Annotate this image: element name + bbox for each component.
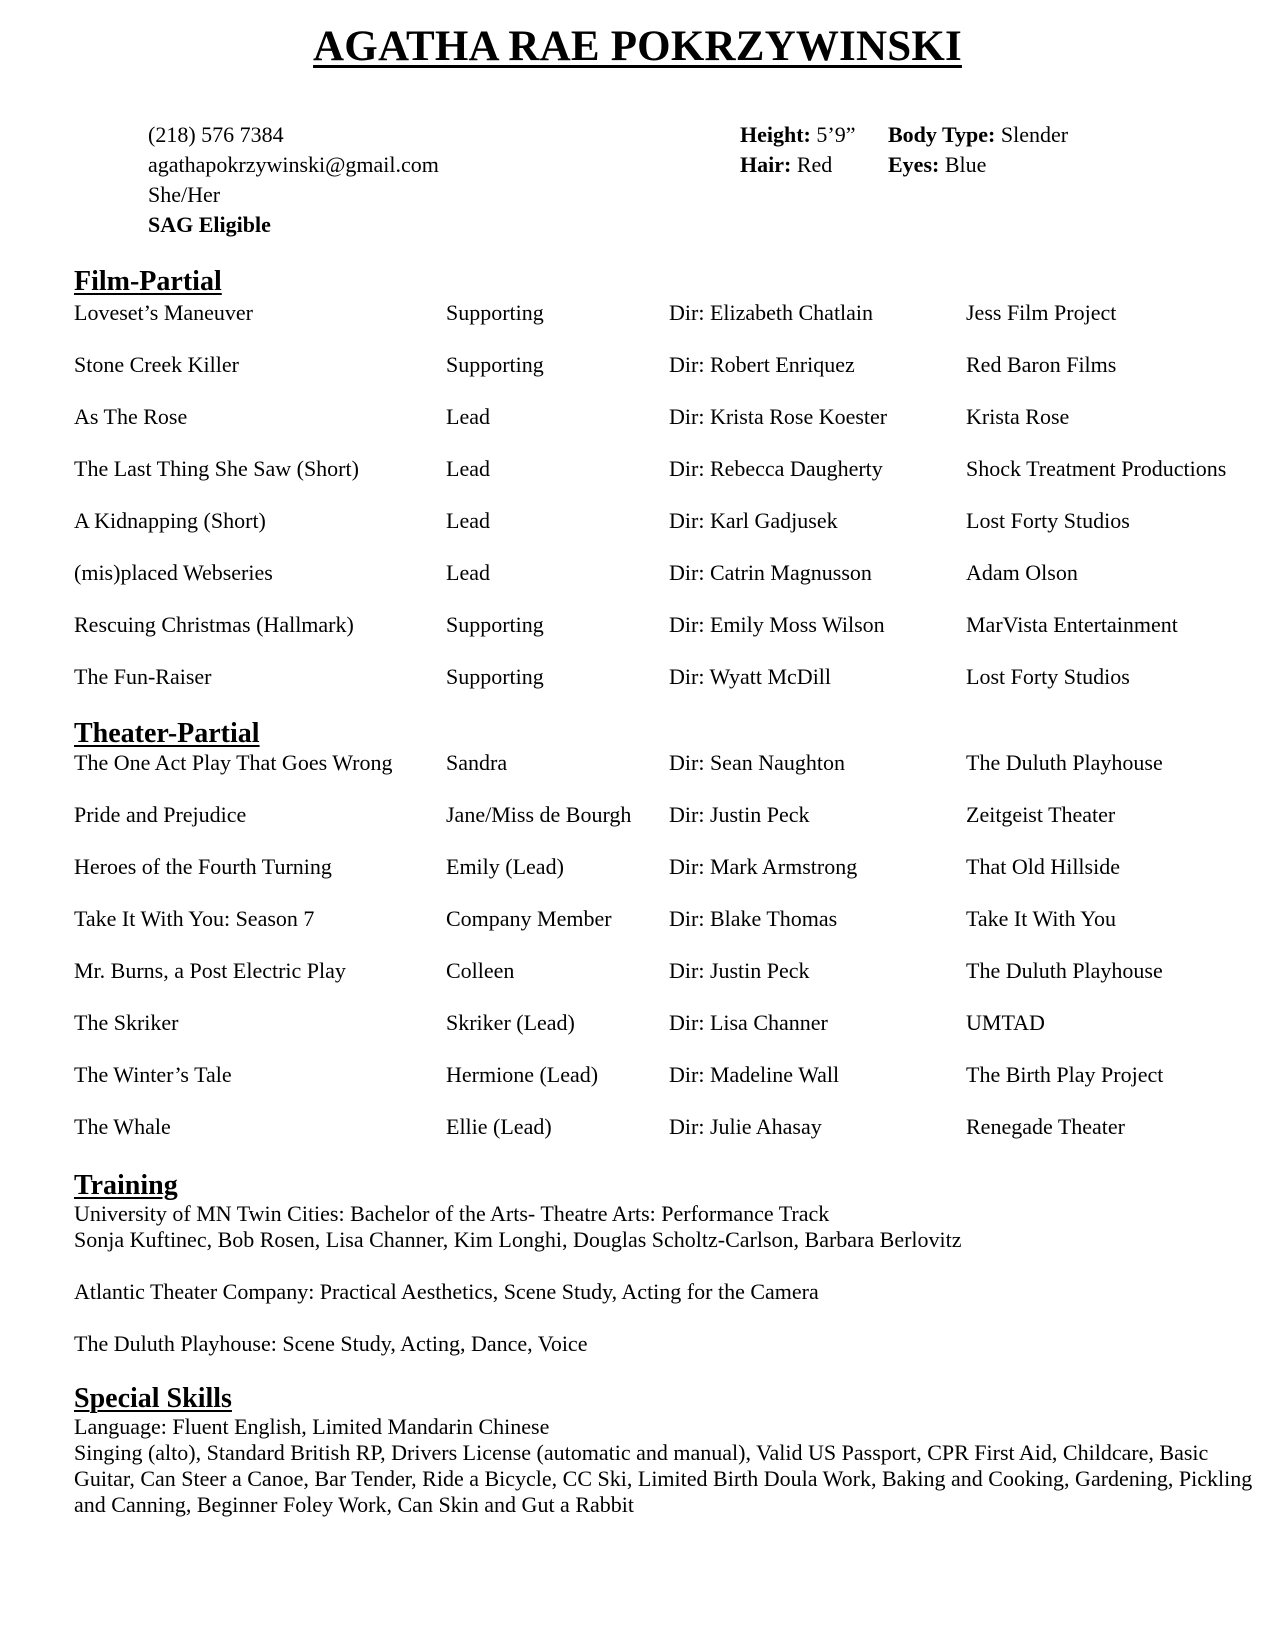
training-atlantic: Atlantic Theater Company: Practical Aesthetics, Scene Study, Acting for the Camera	[74, 1279, 819, 1304]
stat-hair	[740, 150, 832, 180]
credit-director: Dir: Lisa Channer	[669, 1010, 828, 1035]
hair-value: Red	[796, 152, 833, 177]
credit-role: Supporting	[446, 352, 544, 377]
union-status: SAG Eligible	[148, 212, 271, 237]
credit-director: Dir: Emily Moss Wilson	[669, 612, 885, 637]
credit-role: Emily (Lead)	[446, 854, 564, 879]
credit-role: Lead	[446, 456, 490, 481]
credit-title: Pride and Prejudice	[74, 802, 247, 827]
body-type-value: Slender	[1000, 122, 1069, 147]
height-value: 5’9”	[816, 122, 856, 147]
credit-title: Rescuing Christmas (Hallmark)	[74, 612, 354, 637]
credit-role: Lead	[446, 560, 490, 585]
credit-director: Dir: Julie Ahasay	[669, 1114, 822, 1139]
credit-role: Lead	[446, 404, 490, 429]
credit-director: Dir: Justin Peck	[669, 802, 810, 827]
credit-company: Lost Forty Studios	[966, 664, 1130, 689]
credit-company: Krista Rose	[966, 404, 1070, 429]
stat-eyes	[888, 150, 986, 180]
credit-title: (mis)placed Webseries	[74, 560, 273, 585]
credit-company: Red Baron Films	[966, 352, 1117, 377]
credit-company: Shock Treatment Productions	[966, 456, 1227, 481]
credit-role: Sandra	[446, 750, 508, 775]
credit-director: Dir: Justin Peck	[669, 958, 810, 983]
credit-title: As The Rose	[74, 404, 188, 429]
credit-role: Company Member	[446, 906, 612, 931]
credit-role: Lead	[446, 508, 490, 533]
credit-role: Supporting	[446, 664, 544, 689]
height-label: Height:	[740, 122, 811, 147]
credit-role: Supporting	[446, 300, 544, 325]
credit-title: The Skriker	[74, 1010, 179, 1035]
credit-role: Supporting	[446, 612, 544, 637]
resume-name: AGATHA RAE POKRZYWINSKI	[313, 23, 962, 70]
body-type-label: Body Type:	[888, 122, 996, 147]
stat-height	[740, 120, 855, 150]
credit-company: Adam Olson	[966, 560, 1078, 585]
credit-title: Take It With You: Season 7	[74, 906, 315, 931]
credit-company: The Duluth Playhouse	[966, 750, 1163, 775]
credit-title: The Winter’s Tale	[74, 1062, 232, 1087]
credit-title: The One Act Play That Goes Wrong	[74, 750, 393, 775]
training-university: University of MN Twin Cities: Bachelor of the Arts- Theatre Arts: Performance Track	[74, 1201, 830, 1226]
skills-section-heading: Special Skills	[74, 1383, 232, 1414]
credit-title: The Last Thing She Saw (Short)	[74, 456, 359, 481]
eyes-label: Eyes:	[888, 152, 940, 177]
credit-company: Take It With You	[966, 906, 1116, 931]
credit-title: Stone Creek Killer	[74, 352, 239, 377]
eyes-value: Blue	[944, 152, 987, 177]
credit-title: The Whale	[74, 1114, 171, 1139]
training-section-heading: Training	[74, 1170, 178, 1201]
credit-director: Dir: Sean Naughton	[669, 750, 845, 775]
credit-title: A Kidnapping (Short)	[74, 508, 266, 533]
credit-title: Mr. Burns, a Post Electric Play	[74, 958, 346, 983]
credit-director: Dir: Elizabeth Chatlain	[669, 300, 874, 325]
credit-company: Zeitgeist Theater	[966, 802, 1116, 827]
training-instructors: Sonja Kuftinec, Bob Rosen, Lisa Channer, Kim Longhi, Douglas Scholtz-Carlson, Barbara Berlovitz	[74, 1227, 962, 1252]
credit-director: Dir: Krista Rose Koester	[669, 404, 888, 429]
training-duluth: The Duluth Playhouse: Scene Study, Acting, Dance, Voice	[74, 1331, 588, 1356]
credit-role: Hermione (Lead)	[446, 1062, 599, 1087]
credit-director: Dir: Catrin Magnusson	[669, 560, 872, 585]
pronouns: She/Her	[148, 182, 221, 207]
credit-company: UMTAD	[966, 1010, 1045, 1035]
film-section-heading: Film-Partial	[74, 266, 222, 297]
credit-company: Lost Forty Studios	[966, 508, 1130, 533]
credit-title: Heroes of the Fourth Turning	[74, 854, 332, 879]
skills-language: Language: Fluent English, Limited Mandarin Chinese	[74, 1414, 550, 1439]
theater-section-heading: Theater-Partial	[74, 718, 260, 749]
skills-list: Singing (alto), Standard British RP, Drivers License (automatic and manual), Valid US Passport, CPR First Aid, Childcare, Basic Guitar, Can Steer a Canoe, Bar Tender, Ride a Bicycle, CC Ski, Limited Birth Doula Work, Baking and Cooking, Gardening, Pickling and Canning, Beginner Foley Work, Can Skin and Gut a Rabbit	[74, 1440, 1253, 1517]
credit-company: Renegade Theater	[966, 1114, 1126, 1139]
credit-role: Jane/Miss de Bourgh	[446, 802, 632, 827]
credit-company: The Duluth Playhouse	[966, 958, 1163, 983]
email-address: agathapokrzywinski@gmail.com	[148, 152, 439, 177]
credit-director: Dir: Wyatt McDill	[669, 664, 832, 689]
credit-company: The Birth Play Project	[966, 1062, 1164, 1087]
stat-body-type	[888, 120, 1068, 150]
credit-director: Dir: Robert Enriquez	[669, 352, 855, 377]
credit-director: Dir: Karl Gadjusek	[669, 508, 838, 533]
credit-director: Dir: Blake Thomas	[669, 906, 838, 931]
credit-company: That Old Hillside	[966, 854, 1120, 879]
credit-director: Dir: Rebecca Daugherty	[669, 456, 883, 481]
credit-company: MarVista Entertainment	[966, 612, 1178, 637]
credit-title: Loveset’s Maneuver	[74, 300, 253, 325]
credit-role: Skriker (Lead)	[446, 1010, 575, 1035]
credit-role: Ellie (Lead)	[446, 1114, 552, 1139]
credit-title: The Fun-Raiser	[74, 664, 212, 689]
contact-block	[148, 120, 439, 240]
credit-company: Jess Film Project	[966, 300, 1117, 325]
hair-label: Hair:	[740, 152, 792, 177]
phone-number: (218) 576 7384	[148, 122, 284, 147]
credit-director: Dir: Mark Armstrong	[669, 854, 858, 879]
credit-role: Colleen	[446, 958, 515, 983]
credit-director: Dir: Madeline Wall	[669, 1062, 840, 1087]
